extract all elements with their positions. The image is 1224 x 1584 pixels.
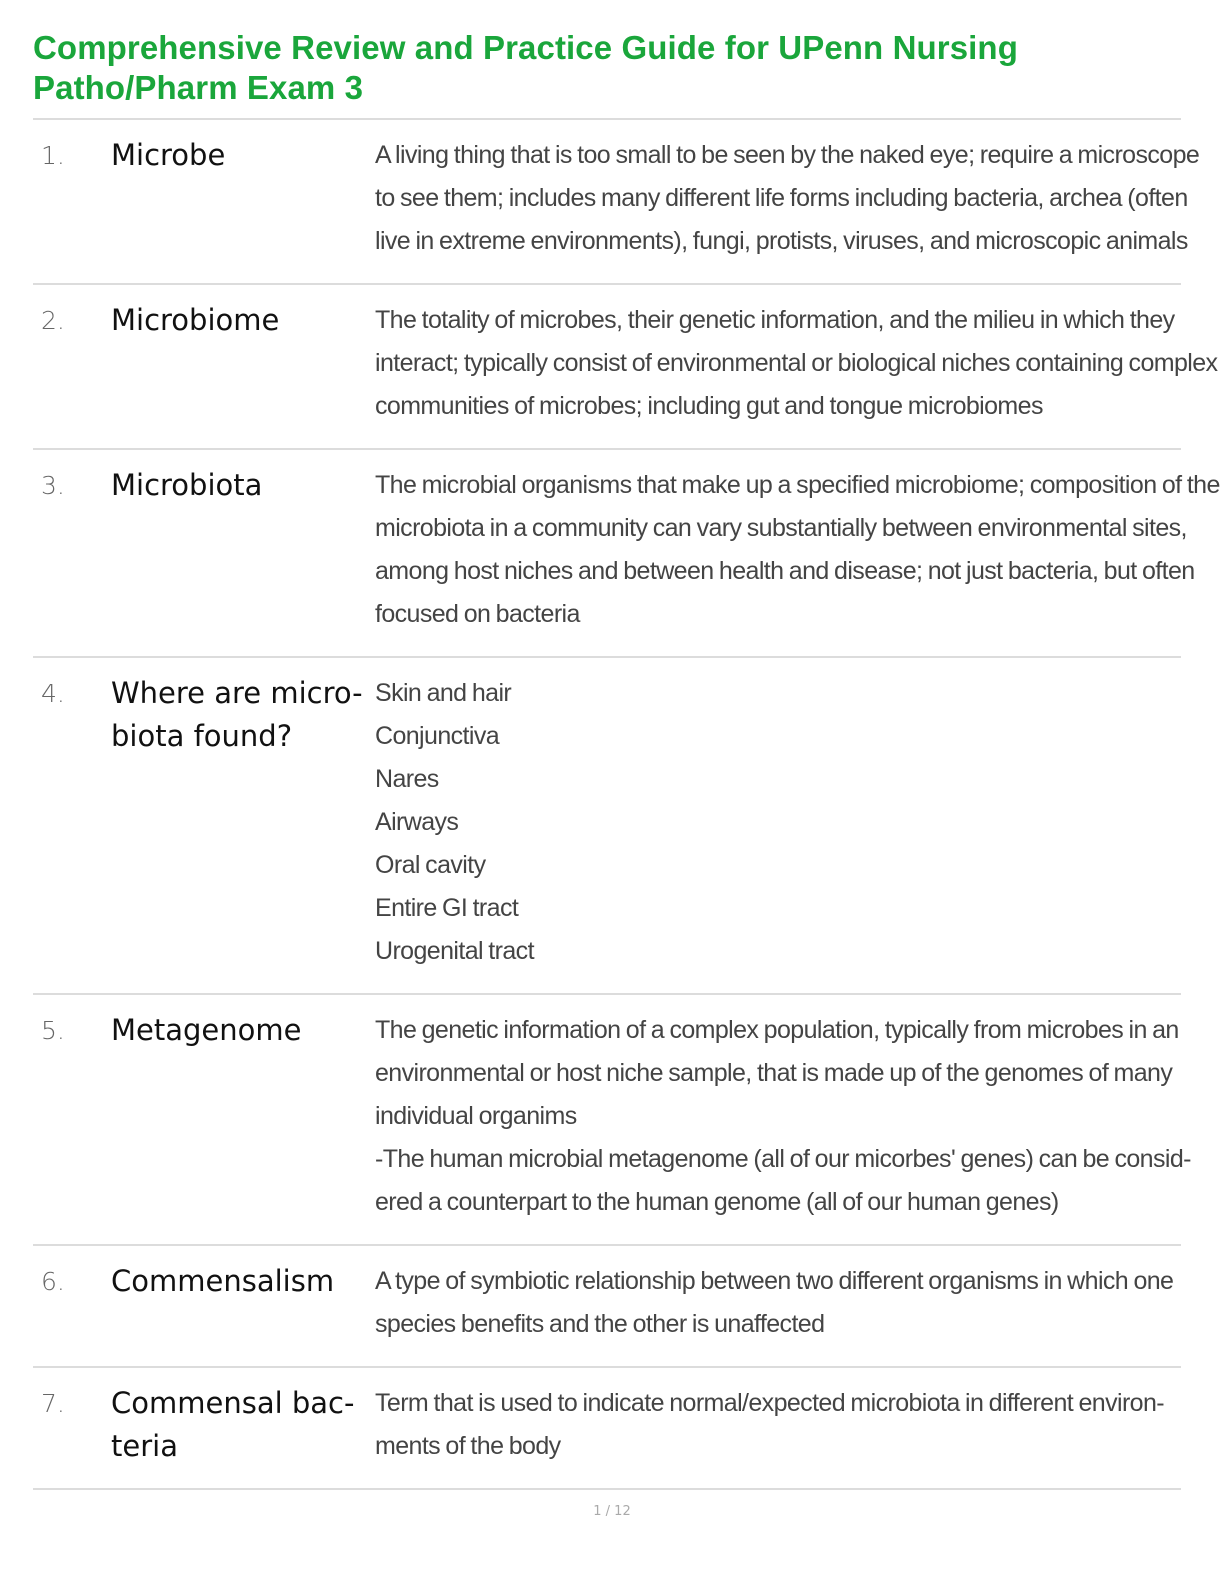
flashcard-list	[33, 120, 1220, 1490]
document-title-line: Comprehensive Review and Practice Guide for UPenn Nursing	[33, 29, 1018, 66]
card-number: 1.	[41, 141, 65, 170]
card-definition-line: Conjunctiva	[375, 722, 500, 750]
card-definition-line: A type of symbiotic relationship between two different organisms in which one	[375, 1267, 1174, 1295]
card-definition-line: The totality of microbes, their genetic information, and the milieu in which they	[375, 306, 1175, 334]
card-term	[111, 464, 375, 507]
card-definition-line: interact; typically consist of environmental or biological niches containing complex	[375, 349, 1218, 377]
card-definition-line: The microbial organisms that make up a specified microbiome; composition of the	[375, 471, 1220, 499]
card-number: 6.	[41, 1267, 65, 1296]
flashcard-row	[33, 1368, 1181, 1490]
card-definition-line: environmental or host niche sample, that is made up of the genomes of many	[375, 1059, 1173, 1087]
card-term-line: Microbe	[111, 138, 226, 172]
card-definition-line: Term that is used to indicate normal/expected microbiota in different environ-	[375, 1389, 1165, 1417]
card-definition-line: species benefits and the other is unaffected	[375, 1310, 825, 1338]
card-definition-line: Airways	[375, 808, 459, 836]
card-definition-line: A living thing that is too small to be seen by the naked eye; require a microscope	[375, 141, 1200, 169]
card-term	[111, 1382, 375, 1468]
document-title	[33, 28, 1181, 120]
card-definition	[375, 299, 1217, 428]
flashcard-row	[33, 450, 1220, 658]
card-term-line: Where are micro-	[111, 676, 363, 710]
card-term-line: Metagenome	[111, 1013, 302, 1047]
card-definition-line: -The human microbial metagenome (all of our micorbes' genes) can be consid-	[375, 1145, 1191, 1173]
card-definition-line: microbiota in a community can vary substantially between environmental sites,	[375, 514, 1187, 542]
flashcard-row	[33, 285, 1218, 450]
document-title-line: Patho/Pharm Exam 3	[33, 69, 364, 106]
card-definition	[375, 1260, 1181, 1346]
card-definition-line: Oral cavity	[375, 851, 486, 879]
card-definition-line: focused on bacteria	[375, 600, 580, 628]
card-definition-line: Entire GI tract	[375, 894, 519, 922]
flashcard-row	[33, 120, 1200, 285]
card-definition	[375, 464, 1220, 636]
card-term-line: Microbiota	[111, 468, 263, 502]
card-term-line: Commensal bac-	[111, 1386, 355, 1420]
card-definition-line: live in extreme environments), fungi, protists, viruses, and microscopic animals	[375, 227, 1188, 255]
card-number: 2.	[41, 306, 65, 335]
card-number: 7.	[41, 1389, 65, 1418]
page-indicator: 1 / 12	[593, 1504, 631, 1519]
card-definition-line: among host niches and between health and disease; not just bacteria, but often	[375, 557, 1195, 585]
card-definition-line: ered a counterpart to the human genome (all of our human genes)	[375, 1188, 1059, 1216]
flashcard-row	[33, 658, 1181, 995]
card-definition	[375, 134, 1199, 263]
card-term-line: Microbiome	[111, 303, 280, 337]
card-term	[111, 134, 375, 177]
card-definition-line: ments of the body	[375, 1432, 561, 1460]
card-definition-line: The genetic information of a complex population, typically from microbes in an	[375, 1016, 1179, 1044]
card-definition-line: to see them; includes many different life forms including bacteria, archea (often	[375, 184, 1188, 212]
card-definition-line: individual organims	[375, 1102, 577, 1130]
card-term-line: teria	[111, 1429, 178, 1463]
card-definition-line: Skin and hair	[375, 679, 512, 707]
card-term	[111, 1009, 375, 1052]
document-page	[33, 28, 1220, 1490]
card-term-line: Commensalism	[111, 1264, 335, 1298]
card-definition-line: Nares	[375, 765, 439, 793]
card-term	[111, 672, 375, 758]
card-definition	[375, 1382, 1181, 1468]
flashcard-row	[33, 1246, 1181, 1368]
flashcard-row	[33, 995, 1191, 1246]
card-definition-line: communities of microbes; including gut and tongue microbiomes	[375, 392, 1043, 420]
card-term	[111, 299, 375, 342]
card-term	[111, 1260, 375, 1303]
card-number: 4.	[41, 679, 65, 708]
card-number: 5.	[41, 1016, 65, 1045]
card-number: 3.	[41, 471, 65, 500]
card-term-line: biota found?	[111, 719, 293, 753]
card-definition	[375, 1009, 1191, 1224]
card-definition-line: Urogenital tract	[375, 937, 534, 965]
card-definition	[375, 672, 1181, 973]
